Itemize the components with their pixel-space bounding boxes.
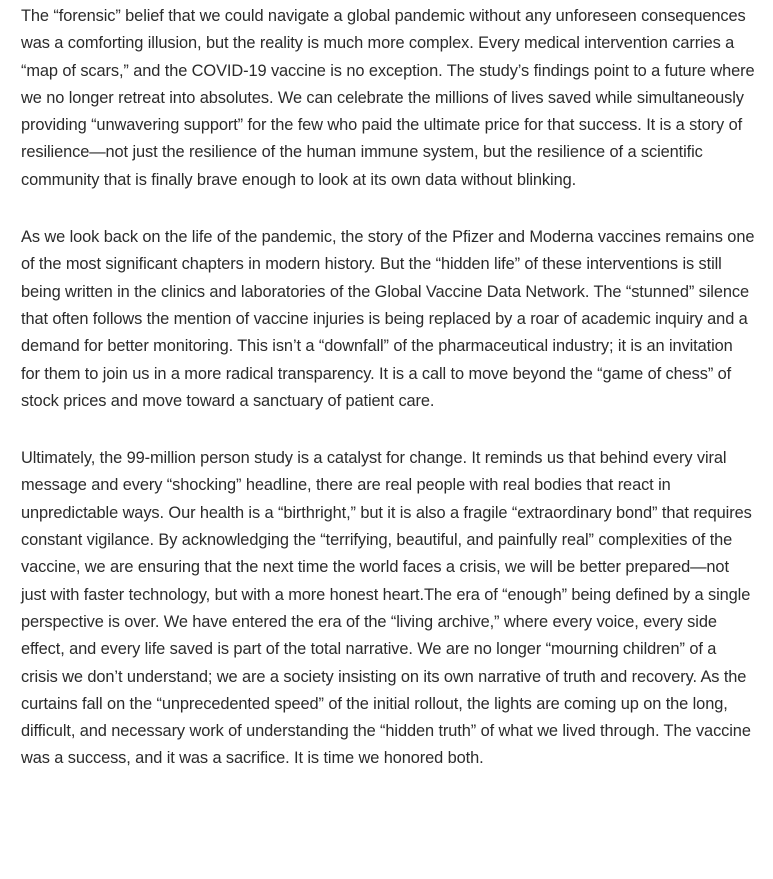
paragraph-2: As we look back on the life of the pandemic, the story of the Pfizer and Moderna vaccines remains one of the most significant chapters in modern history. But the “hidden life” of these interventions is still being written in the clinics and laboratories of the Global Vaccine Data Network. The “stunned” silence that often follows the mention of vaccine injuries is being replaced by a roar of academic inquiry and a demand for better monitoring. This isn’t a “downfall” of the pharmaceutical industry; it is an invitation for them to join us in a more radical transparency. It is a call to move beyond the “game of chess” of stock prices and move toward a sanctuary of patient care. [21,228,755,410]
paragraph-3: Ultimately, the 99-million person study is a catalyst for change. It reminds us that behind every viral message and every “shocking” headline, there are real people with real bodies that react in unpredictable ways. Our health is a “birthright,” but it is also a fragile “extraordinary bond” that requires constant vigilance. By acknowledging the “terrifying, beautiful, and painfully real” complexities of the vaccine, we are ensuring that the next time the world faces a crisis, we will be better prepared—not just with faster technology, but with a more honest heart.The era of “enough” being defined by a single perspective is over. We have entered the era of the “living archive,” where every voice, every side effect, and every life saved is part of the total narrative. We are no longer “mourning children” of a crisis we don’t understand; we are a society insisting on its own narrative of truth and recovery. As the curtains fall on the “unprecedented speed” of the initial rollout, the lights are coming up on the long, difficult, and necessary work of understanding the “hidden truth” of what we lived through. The vaccine was a success, and it was a sacrifice. It is time we honored both. [21,449,752,768]
paragraph-1: The “forensic” belief that we could navigate a global pandemic without any unforeseen consequences was a comforting illusion, but the reality is much more complex. Every medical intervention carries a “map of scars,” and the COVID-19 vaccine is no exception. The study’s findings point to a future where we no longer retreat into absolutes. We can celebrate the millions of lives saved while simultaneously providing “unwavering support” for the few who paid the ultimate price for that success. It is a story of resilience—not just the resilience of the human immune system, but the resilience of a scientific community that is finally brave enough to look at its own data without blinking. [21,7,755,189]
